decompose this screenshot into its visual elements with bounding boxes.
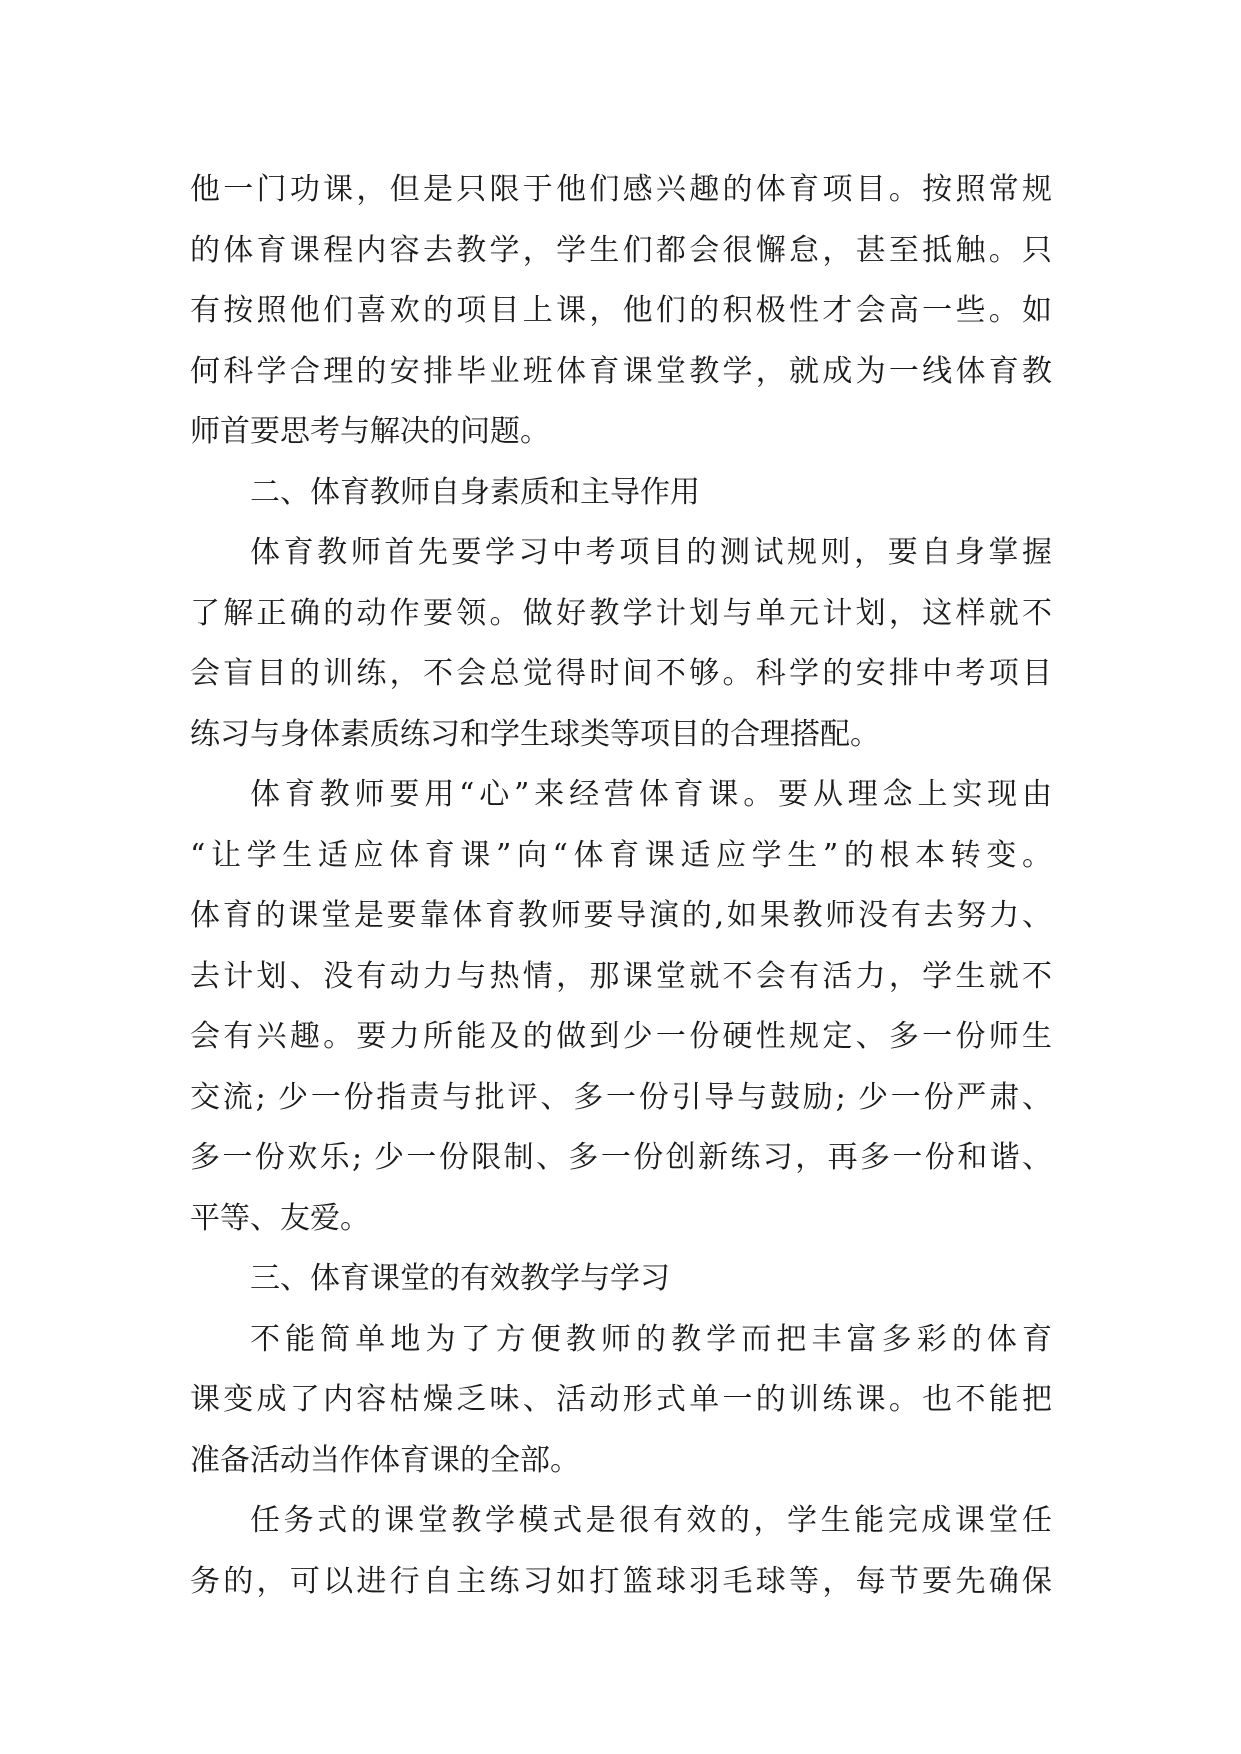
text-line: 师首要思考与解决的问题。	[190, 414, 550, 449]
text-line: 交流; 少一份指责与批评、多一份引导与鼓励; 少一份严肃、	[190, 1079, 1052, 1115]
text-line: 体育教师首先要学习中考项目的测试规则，要自身掌握	[250, 535, 1052, 570]
text-line: “让学生适应体育课”向“体育课适应学生”的根本转变。	[190, 837, 1052, 873]
text-line: 多一份欢乐; 少一份限制、多一份创新练习，再多一份和谐、	[190, 1140, 1052, 1175]
text-line: 去计划、没有动力与热情，那课堂就不会有活力，学生就不	[190, 958, 1052, 994]
text-line: 练习与身体素质练习和学生球类等项目的合理搭配。	[190, 716, 880, 752]
document-body	[190, 160, 1052, 1612]
text-line: 会有兴趣。要力所能及的做到少一份硬性规定、多一份师生	[190, 1019, 1052, 1054]
text-line: 他一门功课，但是只限于他们感兴趣的体育项目。按照常规	[190, 172, 1052, 207]
text-line: 的体育课程内容去教学，学生们都会很懈怠，甚至抵触。只	[190, 232, 1052, 268]
text-line: 平等、友爱。	[190, 1200, 370, 1236]
text-line: 体育的课堂是要靠体育教师要导演的,如果教师没有去努力、	[190, 898, 1052, 933]
text-line: 任务式的课堂教学模式是很有效的，学生能完成课堂任	[250, 1503, 1052, 1538]
text-line: 不能简单地为了方便教师的教学而把丰富多彩的体育	[250, 1321, 1052, 1357]
text-line: 何科学合理的安排毕业班体育课堂教学，就成为一线体育教	[190, 353, 1052, 389]
text-line: 三、体育课堂的有效教学与学习	[250, 1261, 670, 1296]
text-line: 二、体育教师自身素质和主导作用	[250, 474, 700, 510]
text-line: 务的，可以进行自主练习如打篮球羽毛球等，每节要先确保	[190, 1563, 1052, 1599]
text-line: 体育教师要用“心”来经营体育课。要从理念上实现由	[250, 777, 1052, 812]
text-line: 课变成了内容枯燥乏味、活动形式单一的训练课。也不能把	[190, 1382, 1052, 1417]
text-line: 准备活动当作体育课的全部。	[190, 1442, 580, 1478]
text-line: 了解正确的动作要领。做好教学计划与单元计划，这样就不	[190, 595, 1052, 631]
text-line: 有按照他们喜欢的项目上课，他们的积极性才会高一些。如	[190, 293, 1052, 328]
text-line: 会盲目的训练，不会总觉得时间不够。科学的安排中考项目	[190, 656, 1052, 691]
